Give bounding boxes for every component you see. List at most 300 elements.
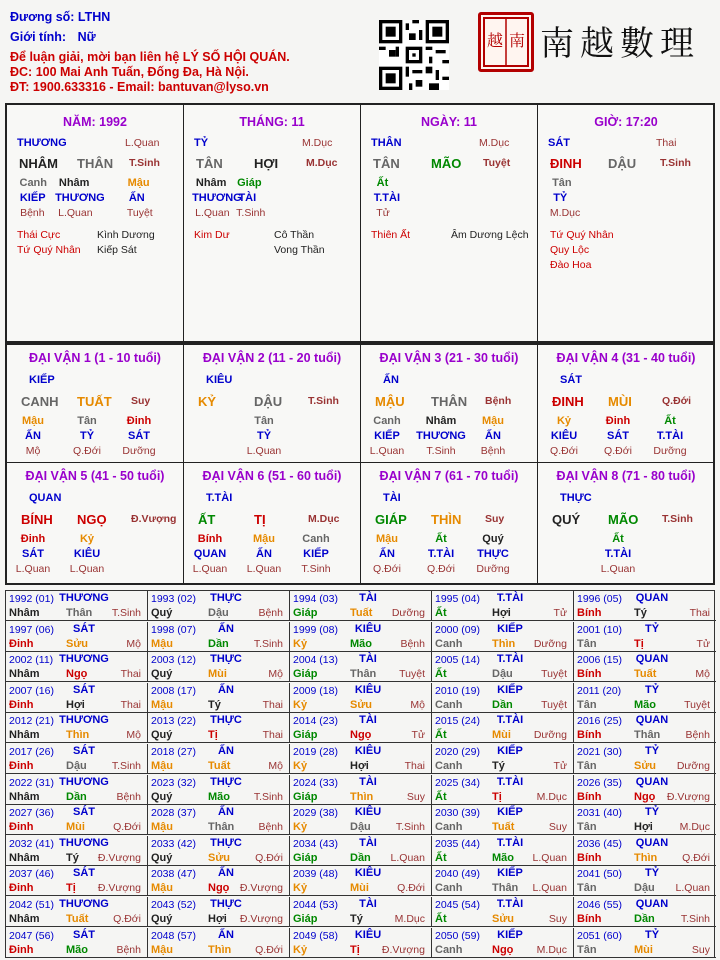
- year-branch: Thân: [492, 882, 519, 895]
- year-status: Tuyệt: [541, 668, 567, 681]
- luck-hidden-god: KIẾP: [374, 430, 400, 442]
- year-god: THƯƠNG: [59, 898, 109, 910]
- hidden-god: THƯƠNG: [55, 192, 105, 204]
- year-cell: [6, 866, 148, 896]
- year-branch: Thìn: [492, 637, 516, 650]
- year-label: 2019 (28): [293, 746, 338, 758]
- year-branch: Mão: [66, 943, 88, 956]
- year-branch: Tuất: [66, 913, 89, 925]
- year-status: Đ.Vượng: [97, 851, 141, 864]
- year-god: T.TÀI: [496, 775, 524, 788]
- year-branch: Dần: [66, 790, 87, 803]
- luck-hidden-status: Mộ: [25, 445, 41, 457]
- year-stem: Canh: [435, 821, 463, 834]
- year-label: 2039 (48): [293, 868, 338, 881]
- year-status: Suy: [548, 913, 567, 925]
- year-god: T.TÀI: [496, 653, 524, 666]
- year-stem: Ất: [435, 607, 447, 619]
- year-god: TÀI: [359, 592, 377, 604]
- year-cell: [574, 866, 716, 896]
- year-cell: [574, 928, 716, 958]
- year-stem: Kỷ: [293, 698, 308, 711]
- year-god: TỶ: [644, 928, 660, 941]
- year-god: TỶ: [644, 683, 660, 696]
- pillar-branch: MÃO: [431, 156, 462, 171]
- year-cell: [290, 775, 432, 805]
- pillar-status-top: M.Dục: [479, 137, 510, 149]
- year-cell: [574, 622, 716, 652]
- luck-hidden-god: THỰC: [477, 548, 509, 560]
- year-label: 2050 (59): [435, 929, 480, 942]
- year-label: 2005 (14): [435, 654, 480, 667]
- year-label: 1994 (03): [293, 593, 338, 605]
- luck-status: M.Dục: [308, 513, 340, 525]
- year-branch: Dậu: [208, 607, 229, 619]
- luck-stem: BÍNH: [21, 512, 53, 527]
- year-stem: Ất: [435, 668, 447, 681]
- year-branch: Dần: [492, 698, 513, 711]
- year-stem: Tân: [577, 943, 597, 956]
- year-status: Bệnh: [116, 790, 141, 803]
- year-status: Q.Đới: [255, 851, 283, 864]
- year-stem: Kỷ: [293, 943, 308, 956]
- hidden-status: Tuyệt: [126, 207, 153, 219]
- year-label: 2051 (60): [577, 929, 622, 942]
- year-label: 1997 (06): [9, 623, 54, 636]
- pillar-stem: TÂN: [196, 156, 223, 171]
- hidden-god: ẤN: [128, 192, 145, 204]
- pillar-title: NĂM: 1992: [63, 115, 127, 129]
- pillar-status: M.Dục: [306, 157, 338, 169]
- year-god: TỶ: [644, 745, 660, 757]
- year-stem: Mậu: [151, 698, 173, 711]
- year-branch: Dậu: [66, 760, 87, 772]
- luck-hidden-status: Q.Đới: [73, 445, 101, 457]
- year-status: Dưỡng: [533, 729, 567, 742]
- year-branch: Ngọ: [634, 790, 656, 803]
- phone-email: ĐT: 1900.633316 - Email: bantuvan@lyso.vn: [10, 80, 269, 94]
- year-branch: Tý: [66, 851, 79, 864]
- special-star: Tứ Quý Nhân: [17, 244, 81, 256]
- year-cell: [148, 836, 290, 866]
- year-status: M.Dục: [536, 943, 567, 956]
- pillar-god: TỶ: [194, 137, 209, 149]
- pillar-title: GIỜ: 17:20: [594, 115, 658, 129]
- year-stem: Canh: [435, 882, 463, 895]
- year-label: 2049 (58): [293, 929, 338, 942]
- year-cell: [574, 591, 716, 621]
- gender-label: Giới tính:: [10, 30, 67, 44]
- year-label: 2040 (49): [435, 868, 480, 881]
- year-label: 1995 (04): [435, 593, 480, 605]
- year-god: SÁT: [73, 867, 95, 880]
- year-branch: Hợi: [66, 698, 85, 711]
- year-branch: Thân: [66, 607, 93, 619]
- year-god: KIẾP: [497, 622, 523, 635]
- year-god: QUAN: [635, 836, 669, 849]
- year-cell: [432, 744, 574, 774]
- hidden-status: Tử: [376, 207, 390, 219]
- year-stem: Giáp: [293, 729, 318, 742]
- year-god: THỰC: [210, 714, 242, 727]
- pillar-title: THÁNG: 11: [239, 115, 305, 129]
- year-status: Suy: [548, 821, 567, 834]
- year-label: 2018 (27): [151, 746, 196, 758]
- luck-title: ĐẠI VẬN 5 (41 - 50 tuổi): [25, 469, 165, 483]
- year-cell: [574, 744, 716, 774]
- year-status: Suy: [406, 790, 425, 803]
- year-god: TÀI: [359, 836, 377, 849]
- year-branch: Tị: [634, 637, 644, 650]
- year-god: THỰC: [210, 836, 242, 849]
- year-god: KIẾP: [497, 867, 523, 880]
- year-label: 2044 (53): [293, 899, 338, 911]
- year-label: 2027 (36): [9, 807, 54, 820]
- year-status: Đ.Vượng: [666, 790, 710, 803]
- pillar-god: THÂN: [371, 137, 402, 149]
- year-god: ẤN: [218, 683, 234, 696]
- special-star: Đào Hoa: [550, 259, 592, 271]
- year-cell: [290, 683, 432, 713]
- year-cell: [148, 805, 290, 835]
- luck-stem: KỶ: [198, 394, 217, 409]
- year-stem: Bính: [577, 913, 602, 925]
- year-branch: Tị: [208, 729, 218, 742]
- hidden-stem: Nhâm: [58, 177, 90, 189]
- year-branch: Mão: [208, 790, 230, 803]
- year-status: L.Quan: [532, 851, 567, 864]
- pillar-stem: ĐINH: [550, 156, 582, 171]
- luck-hidden-god: ẤN: [25, 430, 41, 442]
- luck-hidden-status: L.Quan: [15, 563, 51, 575]
- year-cell: [290, 928, 432, 958]
- year-label: 2000 (09): [435, 623, 480, 636]
- year-label: 2024 (33): [293, 776, 338, 789]
- year-stem: Nhâm: [9, 913, 40, 925]
- year-cell: [148, 866, 290, 896]
- year-status: Thai: [262, 729, 283, 742]
- year-stem: Canh: [435, 943, 463, 956]
- year-stem: Đinh: [9, 760, 34, 772]
- year-status: Tuyệt: [541, 698, 567, 711]
- year-branch: Tuất: [350, 607, 373, 619]
- hidden-status: L.Quan: [58, 207, 93, 219]
- year-cell: [290, 591, 432, 621]
- year-label: 2046 (55): [577, 899, 622, 911]
- year-status: T.Sinh: [395, 821, 425, 834]
- pillar-status: T.Sinh: [129, 157, 160, 169]
- luck-status: Q.Đới: [662, 395, 692, 407]
- luck-hidden-stem: Tân: [254, 415, 274, 427]
- pillar-branch: DẬU: [608, 156, 637, 171]
- year-god: SÁT: [73, 806, 95, 819]
- year-cell: [290, 652, 432, 682]
- year-god: KIẾP: [497, 683, 523, 696]
- year-cell: [148, 713, 290, 743]
- year-status: Thai: [120, 668, 141, 681]
- luck-branch: NGỌ: [77, 512, 107, 527]
- year-status: Q.Đới: [113, 913, 141, 925]
- year-label: 2023 (32): [151, 776, 196, 789]
- year-status: Tử: [411, 729, 425, 742]
- luck-hidden-stem: Mậu: [376, 533, 398, 545]
- year-branch: Tị: [66, 882, 76, 895]
- luck-hidden-status: Q.Đới: [373, 563, 401, 575]
- luck-hidden-stem: Ất: [435, 533, 447, 545]
- pillar-status: Tuyệt: [483, 157, 511, 169]
- year-stem: Mậu: [151, 637, 173, 650]
- year-label: 2042 (51): [9, 899, 54, 911]
- luck-title: ĐẠI VẬN 2 (11 - 20 tuổi): [202, 351, 342, 365]
- luck-hidden-god: TỶ: [79, 430, 95, 442]
- address: ĐC: 100 Mai Anh Tuấn, Đống Đa, Hà Nội.: [10, 65, 249, 79]
- luck-god: KIẾP: [29, 374, 55, 386]
- year-status: Tử: [553, 760, 567, 772]
- luck-hidden-god: SÁT: [128, 430, 150, 442]
- year-label: 2012 (21): [9, 715, 54, 728]
- luck-hidden-status: Q.Đới: [427, 563, 455, 575]
- year-god: TÀI: [359, 898, 377, 910]
- year-god: THỰC: [210, 653, 242, 666]
- luck-hidden-status: T.Sinh: [301, 563, 331, 575]
- year-stem: Mậu: [151, 760, 173, 772]
- year-god: QUAN: [635, 653, 669, 666]
- year-status: T.Sinh: [253, 790, 283, 803]
- luck-hidden-stem: Đinh: [605, 415, 631, 427]
- year-status: Dưỡng: [533, 637, 567, 650]
- year-cell: [6, 622, 148, 652]
- year-cell: [148, 775, 290, 805]
- year-stem: Ất: [435, 851, 447, 864]
- year-cell: [148, 744, 290, 774]
- luck-hidden-status: Q.Đới: [550, 445, 578, 457]
- four-pillars-table: [5, 103, 715, 343]
- luck-hidden-god: KIÊU: [73, 548, 101, 560]
- year-god: TÀI: [359, 775, 377, 788]
- luck-hidden-status: L.Quan: [600, 563, 636, 575]
- luck-branch: TỊ: [254, 512, 266, 527]
- year-cell: [432, 805, 574, 835]
- year-branch: Ngọ: [66, 668, 88, 681]
- year-god: KIẾP: [497, 806, 523, 819]
- luck-title: ĐẠI VẬN 8 (71 - 80 tuổi): [556, 469, 696, 483]
- luck-hidden-god: QUAN: [193, 548, 227, 560]
- year-god: ẤN: [218, 622, 234, 635]
- year-status: Mộ: [126, 729, 141, 742]
- year-branch: Thìn: [634, 851, 658, 864]
- year-cell: [574, 805, 716, 835]
- luck-hidden-god: TỶ: [256, 430, 272, 442]
- year-cell: [148, 652, 290, 682]
- year-cell: [432, 866, 574, 896]
- year-stem: Bính: [577, 607, 602, 619]
- year-branch: Tuất: [492, 821, 515, 834]
- year-branch: Hợi: [492, 607, 511, 619]
- year-god: ẤN: [218, 867, 234, 880]
- year-stem: Đinh: [9, 637, 34, 650]
- luck-hidden-status: L.Quan: [192, 563, 228, 575]
- special-star: Tứ Quý Nhân: [550, 229, 614, 241]
- year-stem: Giáp: [293, 607, 318, 619]
- year-status: Mộ: [268, 760, 283, 772]
- special-star: Thiên Ất: [371, 229, 411, 241]
- seal-stamp: [478, 12, 534, 72]
- year-label: 2020 (29): [435, 746, 480, 758]
- special-star: Vong Thần: [274, 244, 325, 256]
- year-stem: Giáp: [293, 790, 318, 803]
- year-cell: [6, 897, 148, 927]
- year-stem: Nhâm: [9, 729, 40, 742]
- year-status: Dưỡng: [676, 760, 710, 772]
- hidden-god: TỶ: [553, 192, 568, 204]
- luck-hidden-god: ẤN: [485, 430, 501, 442]
- year-stem: Tân: [577, 821, 597, 834]
- luck-branch: TUẤT: [77, 394, 112, 409]
- year-branch: Ngọ: [492, 943, 514, 956]
- year-status: T.Sinh: [111, 760, 141, 772]
- luck-status: Bệnh: [485, 395, 512, 407]
- year-god: T.TÀI: [496, 714, 524, 727]
- year-status: Tử: [696, 637, 710, 650]
- year-god: KIẾP: [497, 745, 523, 757]
- year-branch: Mão: [492, 851, 514, 864]
- year-branch: Tý: [492, 760, 505, 772]
- luck-title: ĐẠI VẬN 1 (1 - 10 tuổi): [29, 351, 161, 365]
- year-stem: Giáp: [293, 668, 318, 681]
- year-label: 2016 (25): [577, 715, 622, 728]
- year-god: THỰC: [210, 775, 242, 788]
- year-branch: Tị: [492, 790, 502, 803]
- hidden-status: L.Quan: [195, 207, 230, 219]
- luck-hidden-status: Dưỡng: [122, 445, 156, 457]
- luck-hidden-stem: Mậu: [253, 533, 275, 545]
- year-status: Suy: [691, 943, 710, 956]
- luck-hidden-stem: Canh: [302, 533, 330, 545]
- luck-hidden-status: L.Quan: [246, 445, 282, 457]
- hidden-stem: Canh: [19, 177, 47, 189]
- luck-status: Suy: [131, 395, 151, 407]
- year-status: Đ.Vượng: [239, 882, 283, 895]
- year-status: Đ.Vượng: [381, 943, 425, 956]
- year-branch: Tuất: [208, 760, 231, 772]
- year-stem: Đinh: [9, 698, 34, 711]
- luck-hidden-stem: Ất: [664, 415, 676, 427]
- luck-hidden-status: Dưỡng: [653, 445, 687, 457]
- year-branch: Dần: [350, 851, 371, 864]
- svg-text:越: 越: [486, 31, 504, 50]
- year-god: ẤN: [218, 928, 234, 941]
- year-god: THƯƠNG: [59, 775, 109, 788]
- pillar-god: THƯƠNG: [17, 137, 67, 149]
- luck-stem: MẬU: [375, 394, 405, 409]
- year-god: TÀI: [359, 714, 377, 727]
- year-branch: Ngọ: [208, 882, 230, 895]
- luck-status: Suy: [485, 513, 505, 525]
- qr-code[interactable]: [379, 20, 449, 90]
- year-status: L.Quan: [390, 851, 425, 864]
- year-branch: Mão: [350, 637, 372, 650]
- year-status: L.Quan: [675, 882, 710, 895]
- year-status: Mộ: [410, 698, 425, 711]
- year-branch: Mùi: [492, 729, 511, 742]
- hidden-god: TÀI: [238, 192, 257, 204]
- year-label: 2038 (47): [151, 868, 196, 881]
- year-stem: Tân: [577, 882, 597, 895]
- year-god: SÁT: [73, 683, 95, 696]
- year-god: THƯƠNG: [59, 714, 109, 727]
- year-label: 2034 (43): [293, 837, 338, 850]
- year-label: 2033 (42): [151, 837, 196, 850]
- year-cell: [432, 622, 574, 652]
- hidden-stem: Tân: [552, 177, 572, 189]
- year-cell: [6, 928, 148, 958]
- year-cell: [148, 897, 290, 927]
- gender-value: Nữ: [77, 30, 96, 44]
- luck-hidden-stem: Tân: [77, 415, 97, 427]
- year-label: 1996 (05): [577, 593, 622, 605]
- year-cell: [574, 713, 716, 743]
- year-stem: Bính: [577, 729, 602, 742]
- year-label: 2029 (38): [293, 807, 338, 820]
- contact-invite: Để luận giải, mời bạn liên hệ LÝ SỐ HỘI QUÁN.: [10, 50, 290, 64]
- luck-hidden-status: L.Quan: [246, 563, 282, 575]
- year-branch: Sửu: [350, 698, 373, 711]
- year-branch: Mùi: [66, 821, 85, 834]
- pillar-god: SÁT: [548, 137, 570, 149]
- year-branch: Hợi: [208, 913, 227, 925]
- pillar-stem: NHÂM: [19, 156, 58, 171]
- luck-hidden-status: Bệnh: [480, 445, 506, 457]
- luck-stem: ĐINH: [552, 394, 584, 409]
- year-god: THỰC: [210, 898, 242, 910]
- hidden-status: Bệnh: [20, 207, 45, 219]
- year-status: Đ.Vượng: [97, 882, 141, 895]
- year-status: Q.Đới: [682, 851, 710, 864]
- special-star: Cô Thần: [274, 229, 315, 241]
- year-label: 2013 (22): [151, 715, 196, 728]
- year-cell: [6, 713, 148, 743]
- year-status: Q.Đới: [397, 882, 425, 895]
- year-god: T.TÀI: [496, 836, 524, 849]
- year-god: ẤN: [218, 806, 234, 819]
- year-status: Mộ: [126, 637, 141, 650]
- year-status: Thai: [689, 607, 710, 619]
- luck-god: THỰC: [560, 492, 592, 504]
- hidden-stem: Nhâm: [195, 177, 227, 189]
- year-cell: [6, 652, 148, 682]
- year-label: 2035 (44): [435, 837, 480, 850]
- year-label: 1999 (08): [293, 623, 338, 636]
- year-stem: Quý: [151, 851, 173, 864]
- year-stem: Nhâm: [9, 790, 40, 803]
- year-god: QUAN: [635, 898, 669, 910]
- year-cell: [6, 683, 148, 713]
- year-branch: Dần: [634, 913, 655, 925]
- year-cell: [6, 836, 148, 866]
- year-cell: [432, 713, 574, 743]
- pillar-branch: THÂN: [77, 156, 114, 171]
- year-branch: Tý: [208, 698, 221, 711]
- year-label: 2021 (30): [577, 746, 622, 758]
- luck-stem: QUÝ: [552, 512, 581, 527]
- year-stem: Đinh: [9, 882, 34, 895]
- annual-pillars-grid: [5, 590, 715, 958]
- year-god: ẤN: [218, 745, 234, 757]
- year-status: Thai: [404, 760, 425, 772]
- year-cell: [6, 805, 148, 835]
- year-status: Tuyệt: [684, 698, 710, 711]
- year-label: 2048 (57): [151, 929, 196, 942]
